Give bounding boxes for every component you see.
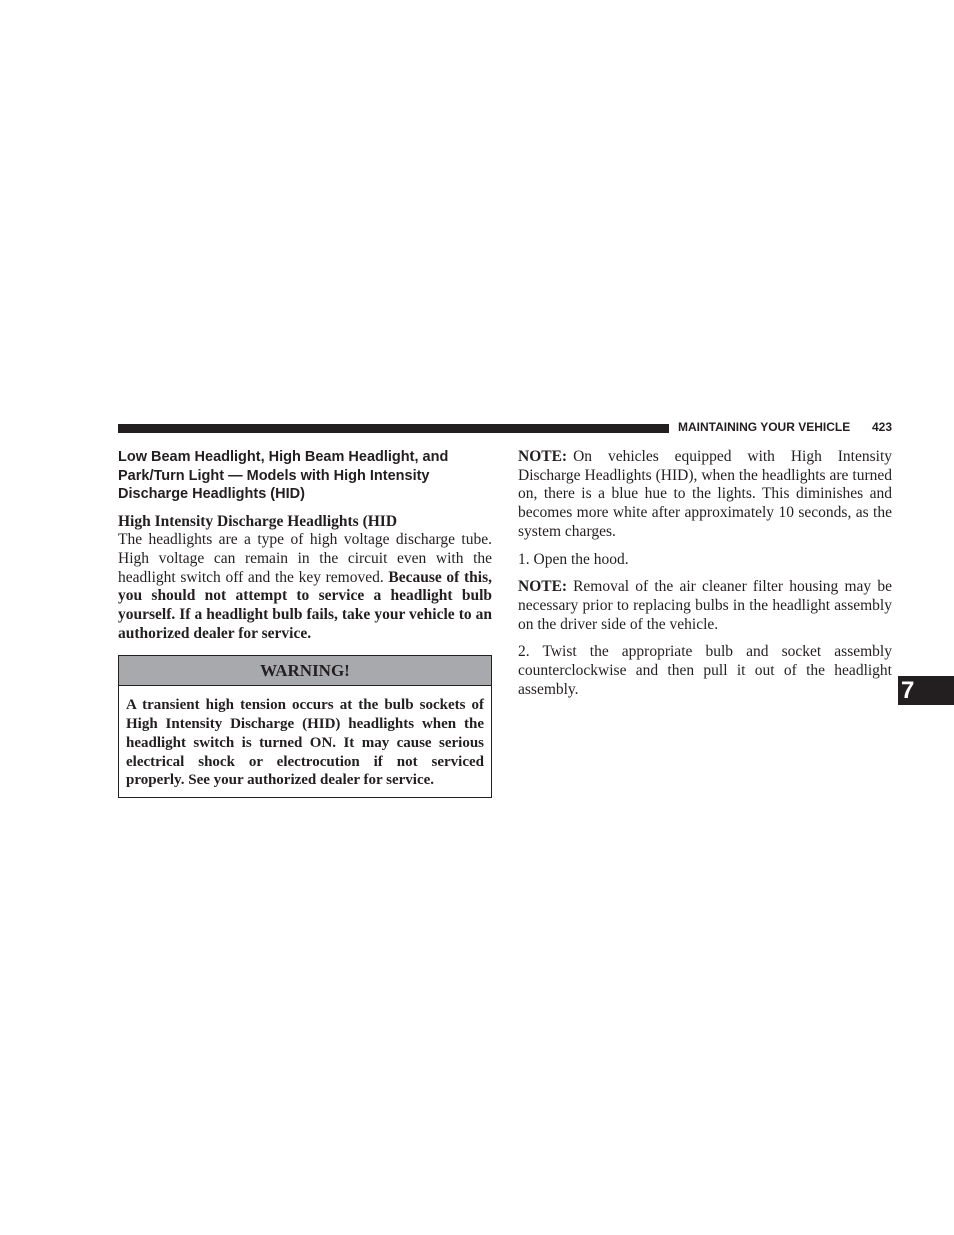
step-twist-socket: 2. Twist the appropriate bulb and socket assembly counterclockwise and then pull it out of the headlight assembly. xyxy=(518,643,892,698)
header-section-title: MAINTAINING YOUR VEHICLE xyxy=(678,420,851,434)
hid-description xyxy=(118,531,492,643)
section-title-line: Discharge Headlights (HID) xyxy=(118,486,305,502)
section-title-line: Park/Turn Light — Models with High Intensity xyxy=(118,467,430,484)
section-title xyxy=(118,448,492,504)
warning-title: WARNING! xyxy=(119,656,491,686)
hid-description-bold: Because of this, you should not attempt to service a headlight bulb yourself. If a headlight bulb fails, take your vehicle to an authorized dealer for service. xyxy=(118,568,493,642)
chapter-tab: 7 xyxy=(898,676,954,705)
header-rule xyxy=(118,424,669,433)
step-open-hood: 1. Open the hood. xyxy=(518,550,629,568)
page-number: 423 xyxy=(871,420,892,434)
note-text: On vehicles equipped with High Intensity Discharge Headlights (HID), when the headlights are turned on, there is a blue hue to the lights. This diminishes and becomes more white after approximately 10 seconds, as the system charges. xyxy=(518,448,892,540)
note-label: NOTE: xyxy=(518,578,568,596)
note-blue-hue xyxy=(518,448,892,542)
subheading: High Intensity Discharge Headlights (HID xyxy=(118,512,398,530)
hid-description-text: The headlights are a type of high voltage discharge tube. High voltage can remain in the circuit even with the headlight switch off and the key removed. xyxy=(118,531,492,586)
section-title-line: Low Beam Headlight, High Beam Headlight, and xyxy=(118,449,449,465)
note-label: NOTE: xyxy=(518,448,568,465)
warning-text: A transient high tension occurs at the bulb sockets of High Intensity Discharge (HID) headlights when the headlight switch is turned ON. It may cause serious electrical shock or electrocution if not serviced properly. See your authorized dealer for service. xyxy=(126,697,484,789)
note-air-cleaner xyxy=(518,578,892,634)
warning-box xyxy=(118,655,492,798)
note-text: Removal of the air cleaner filter housing may be necessary prior to replacing bulbs in the headlight assembly on the driver side of the vehicle. xyxy=(518,578,892,633)
left-column xyxy=(118,448,492,798)
right-column xyxy=(518,448,892,708)
running-header xyxy=(678,420,892,435)
